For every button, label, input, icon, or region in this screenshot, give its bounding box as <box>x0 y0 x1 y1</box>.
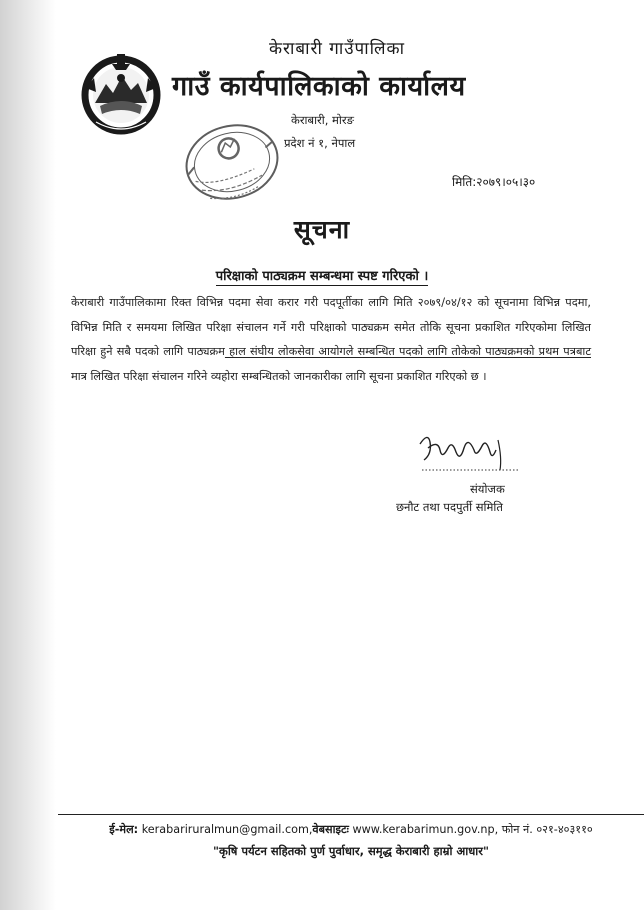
footer-slogan: "कृषि पर्यटन सहितको पुर्ण पुर्वाधार, समृद्ध केराबारी हाम्रो आधार" <box>213 844 489 858</box>
phone-label: फोन नं. <box>501 823 533 836</box>
footer-divider <box>58 814 644 815</box>
office-name: गाउँ कार्यपालिकाको कार्यालय <box>172 71 466 102</box>
website-address: www.kerabarimun.gov.np, <box>352 823 499 836</box>
notice-date: मिति:२०७९।०५।३० <box>452 175 536 189</box>
signatory-committee: छनौट तथा पदपुर्ती समिति <box>396 500 503 514</box>
address-line-1: केराबारी, मोरङ <box>291 113 354 127</box>
signatory-role: संयोजक <box>470 482 505 496</box>
handwritten-signature-icon <box>414 430 526 482</box>
nepal-government-emblem-icon <box>80 48 162 138</box>
office-seal-stamp-icon <box>172 112 290 212</box>
email-label: ई-मेल: <box>109 823 139 836</box>
website-label: वेबसाइटः <box>312 823 349 836</box>
notice-body-part-2: मात्र लिखित परिक्षा संचालन गरिने व्यहोरा सम्बन्धितको जानकारीका लागि सूचना प्रकाशित गरिएको छ । <box>71 369 487 383</box>
footer-contact <box>58 822 644 837</box>
phone-number: ०२१-४०३११० <box>536 823 593 836</box>
notice-subject <box>0 266 644 284</box>
address-line-2: प्रदेश नं १, नेपाल <box>284 136 356 150</box>
notice-body-part-1: केराबारी गाउँपालिकामा रिक्त विभिन्न पदमा सेवा करार गरी पदपूर्तीका लागि मिति २०७९/०४/१२ को सूचनामा विभिन्न पदमा, विभिन्न मिति र समयमा लिखित परिक्षा संचालन गर्ने गरी परिक्षाको पाठ्यक्रम समेत तोकि सूचना प्रकाशित गरिएकोमा लिखित परिक्षा हुने सबै पदको लागि पाठ्यक्रम <box>71 296 591 358</box>
email-address: kerabariruralmun@gmail.com, <box>141 823 313 836</box>
notice-title: सूचना <box>293 215 351 244</box>
notice-subject-text: परिक्षाको पाठ्यक्रम सम्बन्धमा स्पष्ट गरिएको । <box>215 269 429 284</box>
municipality-name: केराबारी गाउँपालिका <box>268 39 406 59</box>
scan-shadow-edge <box>0 0 56 910</box>
notice-body-underlined: हाल संघीय लोकसेवा आयोगले सम्बन्धित पदको लागि तोकेको पाठ्यक्रमको प्रथम पत्रबाट <box>224 345 592 358</box>
notice-body <box>71 291 591 389</box>
